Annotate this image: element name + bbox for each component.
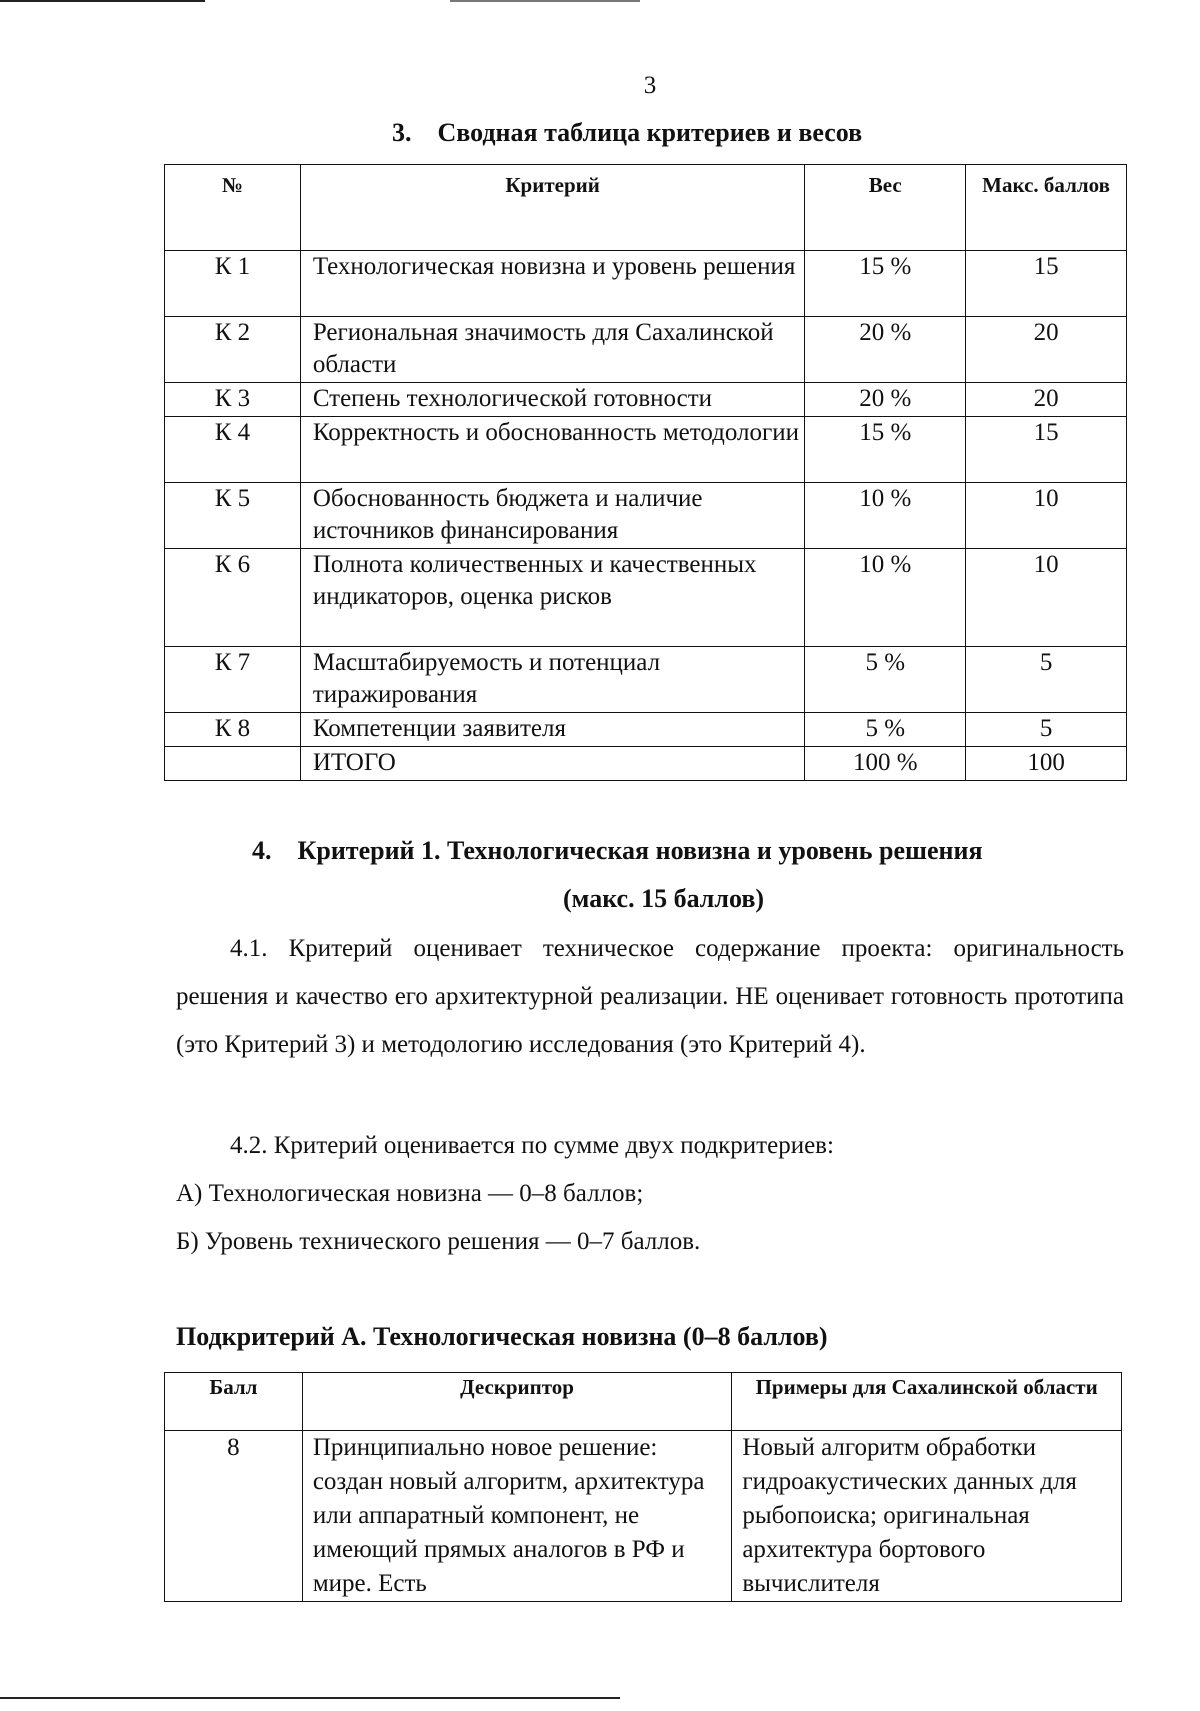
criterion-code: К 1	[165, 251, 301, 317]
section-4-number: 4.	[252, 836, 272, 865]
criterion-name: Технологическая новизна и уровень решения	[300, 251, 805, 317]
examples-text: Новый алгоритм обработки гидроакустических данных для рыбопоиска; оригинальная архитектура бортового вычислителя	[732, 1431, 1122, 1602]
criterion-max: 15	[966, 251, 1127, 317]
scan-edge-top-right	[450, 0, 640, 2]
paragraph-4-1-text: 4.1. Критерий оценивает техническое содержание проекта: оригинальность решения и качество его архитектурной реализации. НЕ оценивает готовность прототипа (это Критерий 3) и методологию исследования (это Критерий 4).	[176, 935, 1124, 1058]
criterion-weight: 10 %	[805, 549, 966, 647]
col-header-number: №	[165, 165, 301, 251]
table-header-row	[165, 1373, 1122, 1431]
criterion-code: К 3	[165, 383, 301, 417]
col-header-criterion: Критерий	[300, 165, 805, 251]
table-row	[165, 417, 1127, 483]
col-header-weight: Вес	[805, 165, 966, 251]
col-header-max: Макс. баллов	[966, 165, 1127, 251]
table-row	[165, 383, 1127, 417]
criterion-weight: 20 %	[805, 383, 966, 417]
criterion-code: К 6	[165, 549, 301, 647]
table-header-row	[165, 165, 1127, 251]
page-number: 3	[643, 72, 657, 99]
section-3-title: Сводная таблица критериев и весов	[437, 118, 863, 147]
section-4-subtitle: (макс. 15 баллов)	[563, 884, 765, 913]
criterion-name: Региональная значимость для Сахалинской области	[300, 317, 805, 383]
subcriterion-item-a: А) Технологическая новизна — 0–8 баллов;	[176, 1180, 644, 1207]
table-row	[165, 483, 1127, 549]
criterion-code: К 5	[165, 483, 301, 549]
criterion-name: Обоснованность бюджета и наличие источников финансирования	[300, 483, 805, 549]
col-header-score: Балл	[165, 1373, 303, 1431]
criterion-weight: 15 %	[805, 251, 966, 317]
criterion-code: К 4	[165, 417, 301, 483]
table-row	[165, 549, 1127, 647]
criterion-max: 5	[966, 713, 1127, 747]
criterion-max: 10	[966, 549, 1127, 647]
criterion-name: Степень технологической готовности	[300, 383, 805, 417]
criterion-weight: 5 %	[805, 647, 966, 713]
paragraph-4-2: 4.2. Критерий оценивается по сумме двух подкритериев:	[230, 1132, 834, 1159]
subcriterion-a-title: Подкритерий А. Технологическая новизна (0–8 баллов)	[176, 1322, 828, 1351]
section-4-heading	[252, 836, 983, 866]
criterion-name: Корректность и обоснованность методологии	[300, 417, 805, 483]
section-4-title: Критерий 1. Технологическая новизна и уровень решения	[297, 836, 983, 865]
total-label: ИТОГО	[300, 747, 805, 781]
criterion-code	[165, 747, 301, 781]
subcriterion-a-table	[164, 1372, 1122, 1602]
paragraph-4-1	[176, 925, 1124, 1069]
subcriterion-item-b: Б) Уровень технического решения — 0–7 баллов.	[176, 1228, 701, 1255]
table-total-row	[165, 747, 1127, 781]
criterion-max: 20	[966, 383, 1127, 417]
table-row	[165, 251, 1127, 317]
table-row	[165, 647, 1127, 713]
score-value: 8	[165, 1431, 303, 1602]
total-max: 100	[966, 747, 1127, 781]
criterion-weight: 15 %	[805, 417, 966, 483]
table-row	[165, 713, 1127, 747]
criterion-max: 10	[966, 483, 1127, 549]
criterion-name: Компетенции заявителя	[300, 713, 805, 747]
criterion-max: 20	[966, 317, 1127, 383]
table-row	[165, 317, 1127, 383]
criterion-weight: 10 %	[805, 483, 966, 549]
table-row	[165, 1431, 1122, 1602]
criterion-name: Масштабируемость и потенциал тиражирования	[300, 647, 805, 713]
section-3-number: 3.	[392, 118, 412, 147]
col-header-examples: Примеры для Сахалинской области	[732, 1373, 1122, 1431]
criterion-max: 5	[966, 647, 1127, 713]
scan-edge-top	[0, 0, 205, 2]
total-weight: 100 %	[805, 747, 966, 781]
scan-edge-bottom	[0, 1697, 620, 1699]
descriptor-text: Принципиально новое решение: создан новый алгоритм, архитектура или аппаратный компонент, не имеющий прямых аналогов в РФ и мире. Есть	[302, 1431, 732, 1602]
section-3-heading	[392, 118, 862, 148]
criterion-name: Полнота количественных и качественных индикаторов, оценка рисков	[300, 549, 805, 647]
criterion-code: К 2	[165, 317, 301, 383]
criterion-weight: 20 %	[805, 317, 966, 383]
col-header-descriptor: Дескриптор	[302, 1373, 732, 1431]
criterion-code: К 7	[165, 647, 301, 713]
criterion-max: 15	[966, 417, 1127, 483]
criterion-weight: 5 %	[805, 713, 966, 747]
criterion-code: К 8	[165, 713, 301, 747]
criteria-summary-table	[164, 164, 1127, 781]
